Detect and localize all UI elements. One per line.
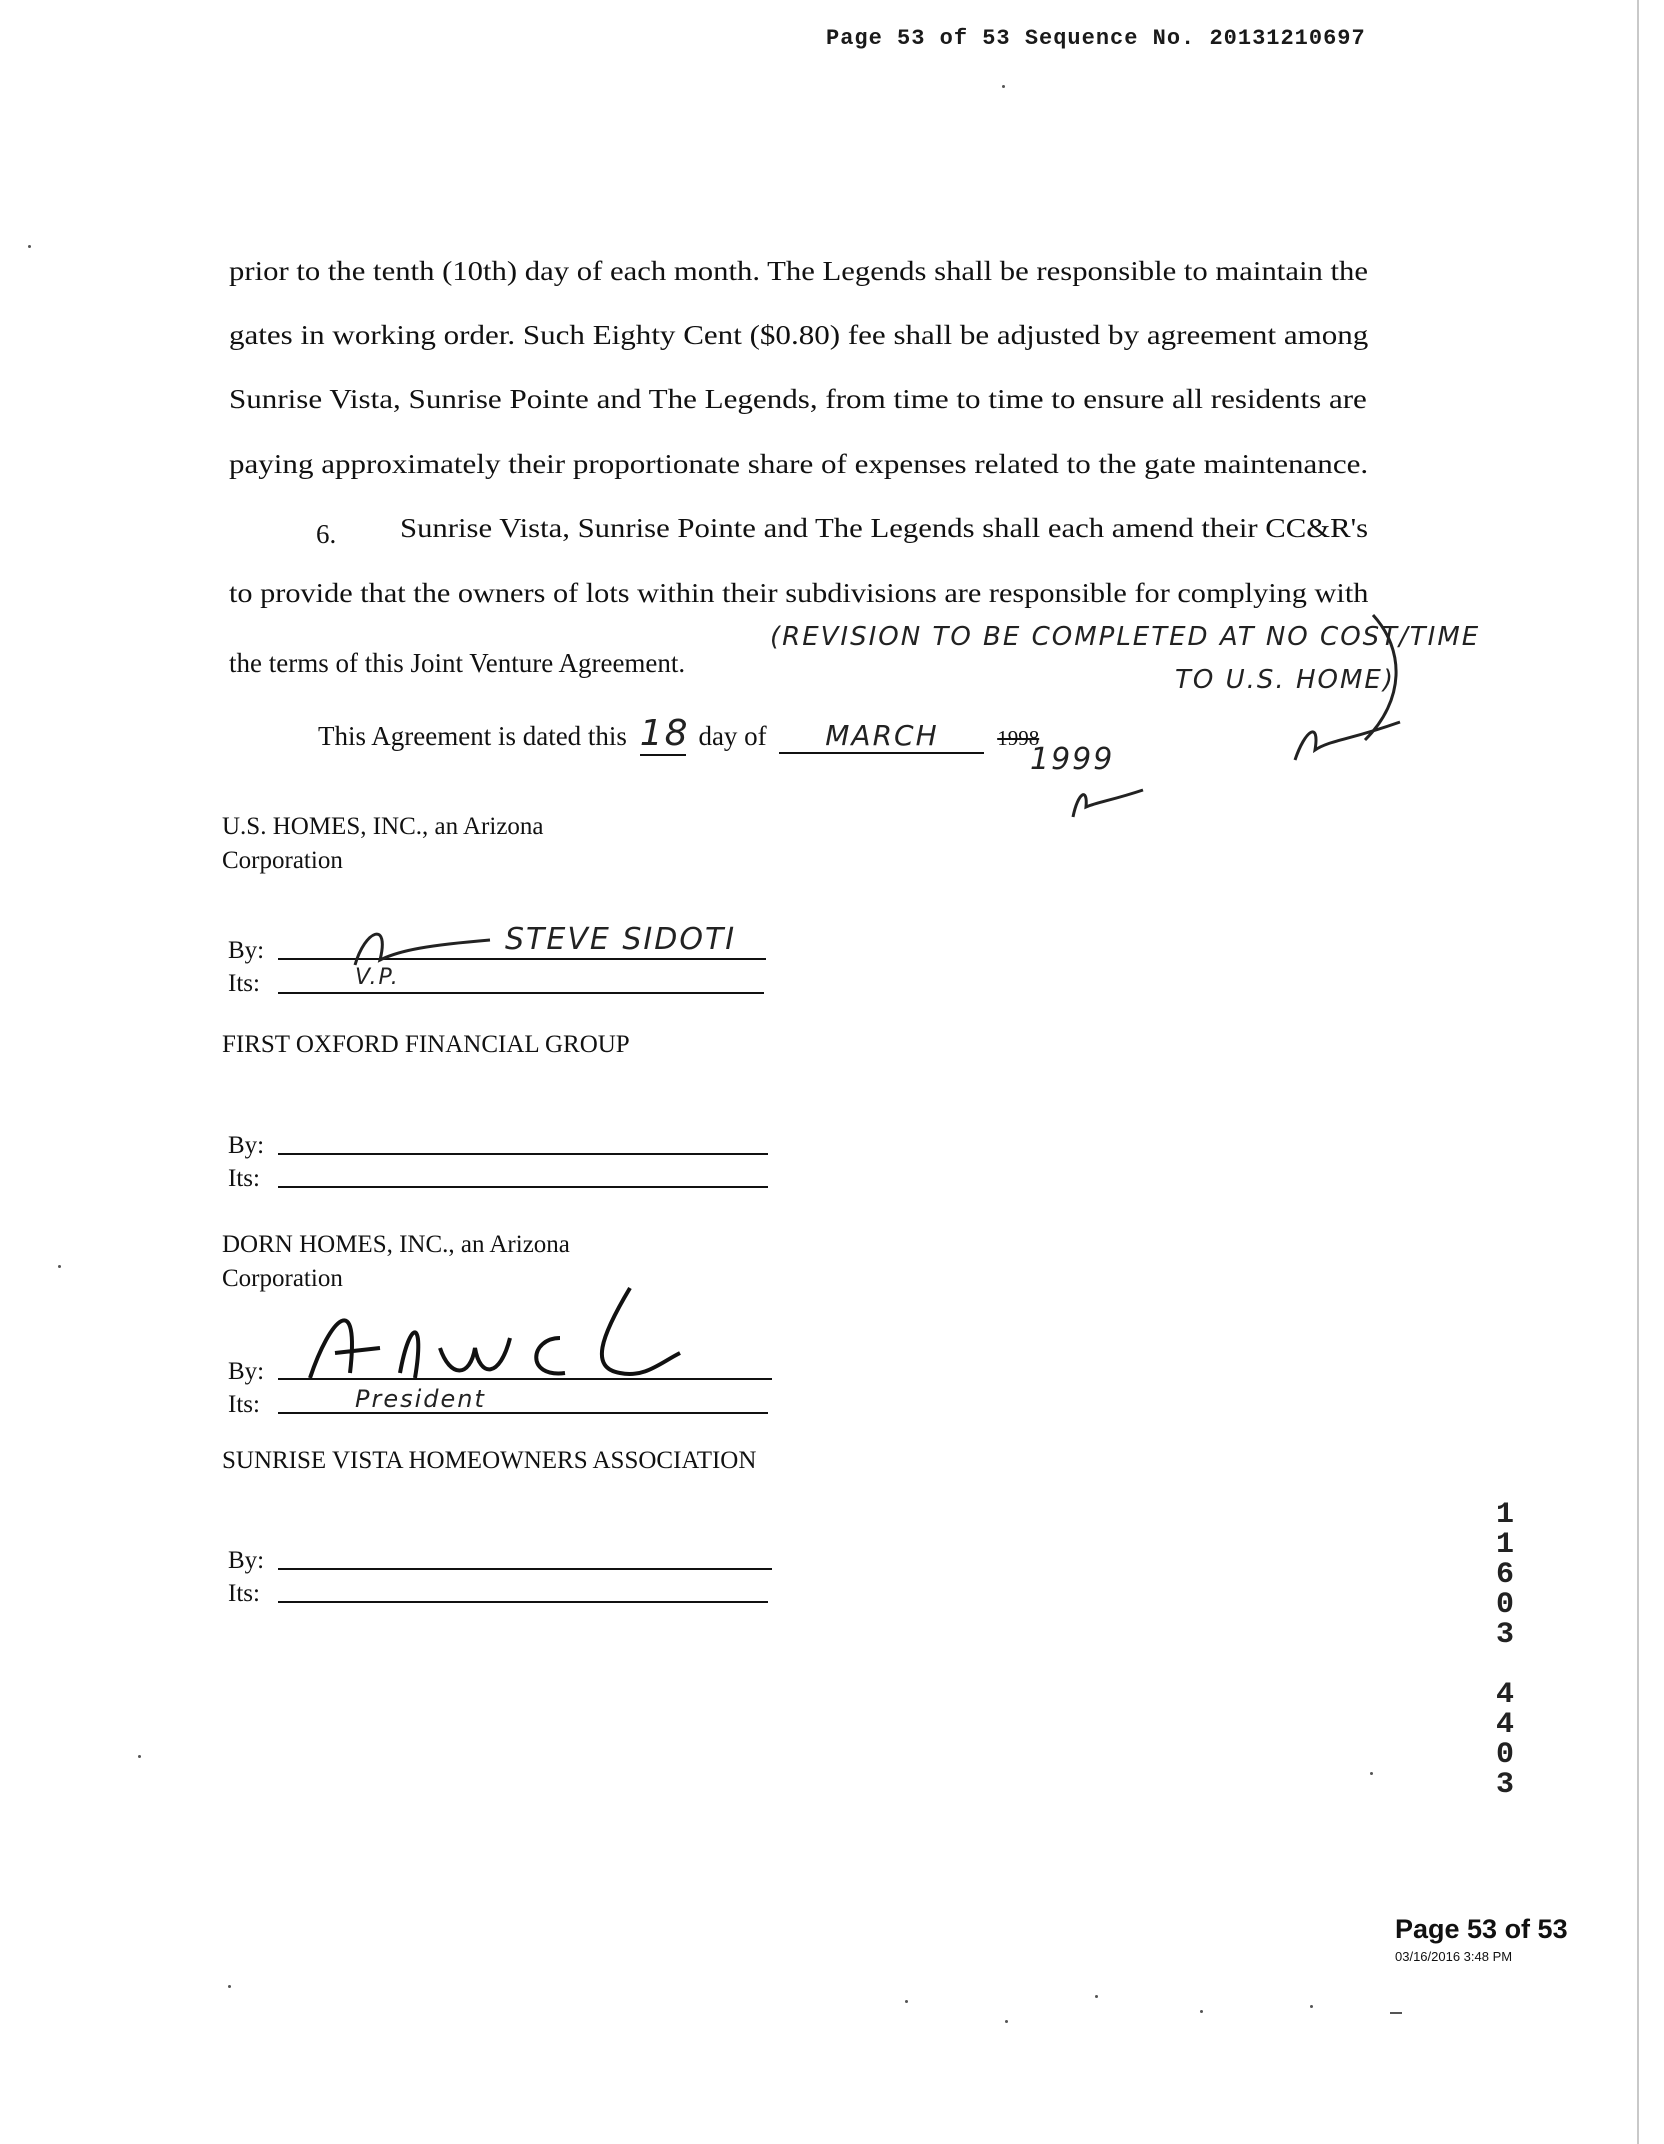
dated-year-new: 1999	[1030, 742, 1115, 777]
by-label: By:	[228, 937, 265, 964]
item-number: 6.	[316, 519, 337, 549]
signature-line	[278, 1601, 768, 1603]
signer-title: V.P.	[355, 965, 400, 990]
paragraph-line: gates in working order. Such Eighty Cent ($0.80) fee shall be adjusted by agreement among	[229, 320, 1369, 350]
dated-day: 18	[639, 713, 690, 754]
dated-year-struck: 1998	[997, 726, 1040, 750]
stamp-digit: 4	[1495, 1678, 1514, 1712]
signature-line	[278, 1568, 772, 1570]
scan-speck	[228, 1985, 231, 1988]
scan-speck	[58, 1265, 61, 1268]
side-document-stamp	[1490, 1500, 1520, 1800]
item-line: Sunrise Vista, Sunrise Pointe and The Legends shall each amend their CC&R's	[400, 513, 1369, 543]
scan-speck	[138, 1755, 141, 1758]
party-name-line2: Corporation	[222, 1265, 343, 1292]
by-label: By:	[228, 1132, 265, 1159]
signature-line	[278, 1153, 768, 1155]
stamp-digit: 6	[1495, 1558, 1514, 1592]
scan-speck	[1002, 85, 1005, 88]
dated-middle: day of	[698, 721, 767, 751]
scan-speck	[905, 2000, 908, 2003]
dated-line	[318, 713, 1039, 756]
scan-speck	[1200, 2010, 1203, 2013]
stamp-digit: 3	[1495, 1768, 1514, 1802]
party-name: SUNRISE VISTA HOMEOWNERS ASSOCIATION	[222, 1447, 757, 1474]
stamp-digit: 1	[1495, 1498, 1514, 1532]
handwritten-note: (REVISION TO BE COMPLETED AT NO COST/TIME	[770, 622, 1481, 652]
party-name: FIRST OXFORD FINANCIAL GROUP	[222, 1031, 630, 1058]
its-label: Its:	[228, 970, 260, 997]
signature-image	[300, 1278, 700, 1388]
party-name-line2: Corporation	[222, 847, 343, 874]
party-name: U.S. HOMES, INC., an Arizona	[222, 813, 544, 840]
initials-mark	[1068, 782, 1148, 822]
signature-line	[278, 992, 764, 994]
dated-month: MARCH	[779, 719, 984, 754]
item-line: to provide that the owners of lots within their subdivisions are responsible for complying with	[229, 578, 1369, 608]
by-label: By:	[228, 1547, 265, 1574]
signer-name: STEVE SIDOTI	[505, 922, 737, 957]
signer-title: President	[355, 1385, 486, 1413]
stamp-digit: 0	[1495, 1738, 1514, 1772]
stamp-digit: 4	[1495, 1708, 1514, 1742]
by-label: By:	[228, 1358, 265, 1385]
stamp-digit	[1490, 1650, 1520, 1680]
handwritten-note: TO U.S. HOME)	[1175, 665, 1395, 695]
its-label: Its:	[228, 1580, 260, 1607]
stamp-digit: 0	[1495, 1588, 1514, 1622]
header-sequence: Page 53 of 53 Sequence No. 20131210697	[826, 26, 1366, 51]
paragraph-line: prior to the tenth (10th) day of each month. The Legends shall be responsible to maintain the	[229, 256, 1368, 286]
scan-speck	[1095, 1995, 1098, 1998]
stamp-digit: 3	[1495, 1618, 1514, 1652]
scan-speck	[1390, 2012, 1402, 2014]
dated-prefix: This Agreement is dated this	[318, 721, 627, 751]
scan-speck	[1005, 2020, 1008, 2023]
footer-timestamp: 03/16/2016 3:48 PM	[1395, 1949, 1513, 1964]
signature-line	[278, 1378, 772, 1380]
its-label: Its:	[228, 1165, 260, 1192]
scan-speck	[1310, 2005, 1313, 2008]
signature-line	[278, 1186, 768, 1188]
closing-paren-mark	[1355, 610, 1415, 750]
its-label: Its:	[228, 1391, 260, 1418]
scan-speck	[1370, 1772, 1373, 1775]
scan-speck	[28, 245, 31, 248]
item-line: the terms of this Joint Venture Agreement.	[229, 648, 686, 678]
signature-line	[278, 1412, 768, 1414]
scan-edge-line	[1637, 0, 1639, 2144]
paragraph-line: Sunrise Vista, Sunrise Pointe and The Legends, from time to time to ensure all residents are	[229, 384, 1367, 414]
stamp-digit: 1	[1495, 1528, 1514, 1562]
party-name: DORN HOMES, INC., an Arizona	[222, 1231, 570, 1258]
footer-page-number: Page 53 of 53	[1395, 1914, 1568, 1944]
paragraph-line: paying approximately their proportionate share of expenses related to the gate maintenance.	[229, 449, 1369, 479]
